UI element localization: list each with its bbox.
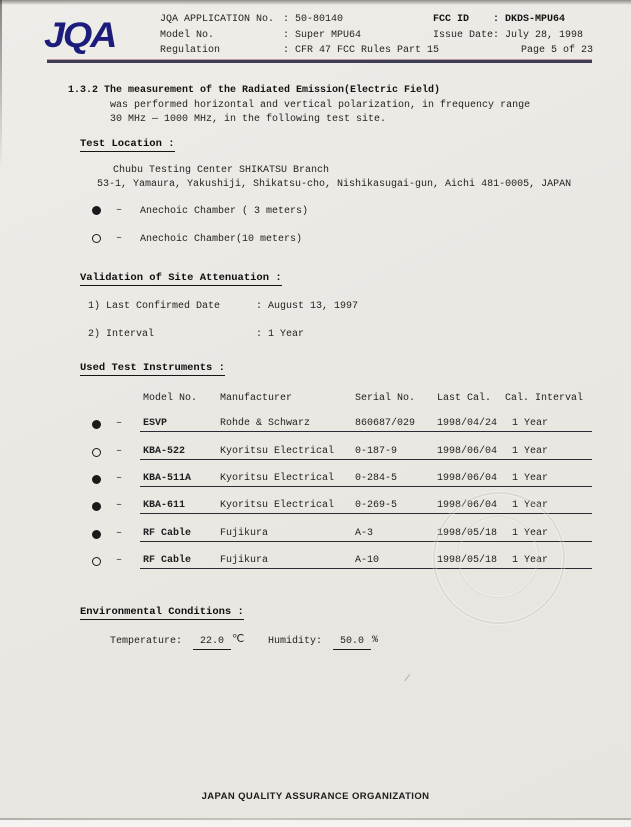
- jqa-logo: JQA: [44, 16, 116, 55]
- instrument-last-cal: 1998/05/18: [437, 555, 498, 566]
- chamber-10m-option-label: Anechoic Chamber(10 meters): [140, 234, 303, 245]
- instrument-interval: 1 Year: [512, 418, 549, 429]
- percent-unit: %: [372, 635, 379, 646]
- temperature-label: Temperature:: [110, 636, 183, 647]
- col-cal-interval: Cal. Interval: [505, 393, 584, 404]
- footer-organization-name: JAPAN QUALITY ASSURANCE ORGANIZATION: [201, 791, 430, 802]
- instrument-manufacturer: Kyoritsu Electrical: [220, 446, 335, 457]
- instrument-model: RF Cable: [143, 555, 192, 566]
- test-location-heading: Test Location :: [80, 138, 175, 150]
- col-serial-no: Serial No.: [355, 393, 416, 404]
- radio-empty-icon: [92, 557, 101, 566]
- instrument-manufacturer: Rohde & Schwarz: [220, 418, 311, 429]
- scan-edge-left: [0, 0, 2, 170]
- radio-filled-icon: [92, 420, 101, 429]
- instrument-serial: A-3: [355, 528, 374, 539]
- issuedate-value: : July 28, 1998: [493, 30, 584, 41]
- radio-filled-icon: [92, 530, 101, 539]
- instrument-row-kba511a: [0, 473, 631, 491]
- validation-heading: Validation of Site Attenuation :: [80, 272, 282, 284]
- instrument-interval: 1 Year: [512, 555, 549, 566]
- instrument-serial: 0-269-5: [355, 500, 398, 511]
- chamber-3m-option-label: Anechoic Chamber ( 3 meters): [140, 206, 309, 217]
- radio-filled-icon: [92, 206, 101, 215]
- instrument-last-cal: 1998/05/18: [437, 528, 498, 539]
- instrument-model: KBA-522: [143, 446, 186, 457]
- col-manufacturer: Manufacturer: [220, 393, 293, 404]
- regulation-label: Regulation: [160, 45, 221, 56]
- scan-artifact: /: [403, 673, 411, 686]
- instrument-manufacturer: Kyoritsu Electrical: [220, 473, 335, 484]
- regulation-value: : CFR 47 FCC Rules Part 15: [283, 45, 440, 56]
- celsius-unit: ℃: [232, 634, 245, 646]
- instrument-serial: 0-284-5: [355, 473, 398, 484]
- test-location-address2: 53-1, Yamaura, Yakushiji, Shikatsu-cho, Nishikasugai-gun, Aichi 481-0005, JAPAN: [97, 179, 572, 190]
- radio-empty-icon: [92, 234, 101, 243]
- header-regulation-row: [160, 44, 439, 57]
- instrument-model: KBA-611: [143, 500, 186, 511]
- instrument-last-cal: 1998/04/24: [437, 418, 498, 429]
- instrument-interval: 1 Year: [512, 528, 549, 539]
- model-label: Model No.: [160, 30, 215, 41]
- test-location-address1: Chubu Testing Center SHIKATSU Branch: [113, 165, 330, 176]
- instrument-interval: 1 Year: [512, 446, 549, 457]
- fccid-label: FCC ID: [433, 14, 470, 25]
- radio-empty-icon: [92, 448, 101, 457]
- row-underline: [140, 431, 592, 432]
- instrument-last-cal: 1998/06/04: [437, 446, 498, 457]
- instrument-last-cal: 1998/06/04: [437, 473, 498, 484]
- instrument-row-esvp: [0, 418, 631, 436]
- header-application-row: [160, 13, 343, 26]
- interval-value: : 1 Year: [256, 329, 305, 340]
- last-confirmed-label: 1) Last Confirmed Date: [88, 301, 221, 312]
- instrument-interval: 1 Year: [512, 473, 549, 484]
- header-divider: [47, 60, 592, 63]
- scan-edge-top: [0, 0, 631, 5]
- row-underline: [140, 486, 592, 487]
- instrument-manufacturer: Fujikura: [220, 555, 269, 566]
- fccid-value: : DKDS-MPU64: [493, 14, 566, 25]
- instrument-interval: 1 Year: [512, 500, 549, 511]
- row-dash: –: [116, 528, 123, 539]
- section-body-line1: was performed horizontal and vertical polarization, in frequency range: [110, 100, 531, 111]
- model-value: : Super MPU64: [283, 30, 362, 41]
- humidity-label: Humidity:: [268, 636, 323, 647]
- instruments-table-header: [0, 393, 631, 411]
- section-title: 1.3.2 The measurement of the Radiated Emission(Electric Field): [68, 85, 441, 96]
- row-dash: –: [116, 446, 123, 457]
- instrument-manufacturer: Kyoritsu Electrical: [220, 500, 335, 511]
- temperature-value: 22.0: [193, 635, 231, 650]
- application-value: : 50-80140: [283, 14, 344, 25]
- humidity-value: 50.0: [333, 635, 371, 650]
- instrument-model: RF Cable: [143, 528, 192, 539]
- issuedate-label: Issue Date: [433, 30, 494, 41]
- validation-item-2: [88, 328, 304, 341]
- environment-heading: Environmental Conditions :: [80, 606, 244, 618]
- row-underline: [140, 459, 592, 460]
- section-body-line2: 30 MHz — 1000 MHz, in the following test site.: [110, 114, 387, 125]
- row-dash: –: [116, 500, 123, 511]
- application-label: JQA APPLICATION No.: [160, 14, 275, 25]
- instrument-serial: 0-187-9: [355, 446, 398, 457]
- row-dash: –: [116, 418, 123, 429]
- instruments-heading: Used Test Instruments :: [80, 362, 225, 374]
- radio-filled-icon: [92, 502, 101, 511]
- header-fccid-row: [433, 13, 565, 26]
- embossed-seal-watermark: [433, 492, 565, 624]
- option-dash: –: [116, 205, 123, 216]
- instrument-last-cal: 1998/06/04: [437, 500, 498, 511]
- validation-item-1: [88, 300, 358, 313]
- instrument-manufacturer: Fujikura: [220, 528, 269, 539]
- row-dash: –: [116, 473, 123, 484]
- header-model-row: [160, 29, 361, 42]
- option-dash: –: [116, 233, 123, 244]
- instrument-model: KBA-511A: [143, 473, 192, 484]
- col-last-cal: Last Cal.: [437, 393, 492, 404]
- col-model-no: Model No.: [143, 393, 198, 404]
- row-dash: –: [116, 555, 123, 566]
- radio-filled-icon: [92, 475, 101, 484]
- instrument-row-kba522: [0, 446, 631, 464]
- embossed-seal-inner-ring: [457, 516, 539, 598]
- instrument-model: ESVP: [143, 418, 168, 429]
- instrument-serial: A-10: [355, 555, 380, 566]
- page-number: Page 5 of 23: [520, 45, 593, 56]
- scanner-bed-strip: [0, 820, 631, 827]
- last-confirmed-value: : August 13, 1997: [256, 301, 359, 312]
- instrument-serial: 860687/029: [355, 418, 416, 429]
- header-issuedate-row: [433, 29, 583, 42]
- interval-label: 2) Interval: [88, 329, 155, 340]
